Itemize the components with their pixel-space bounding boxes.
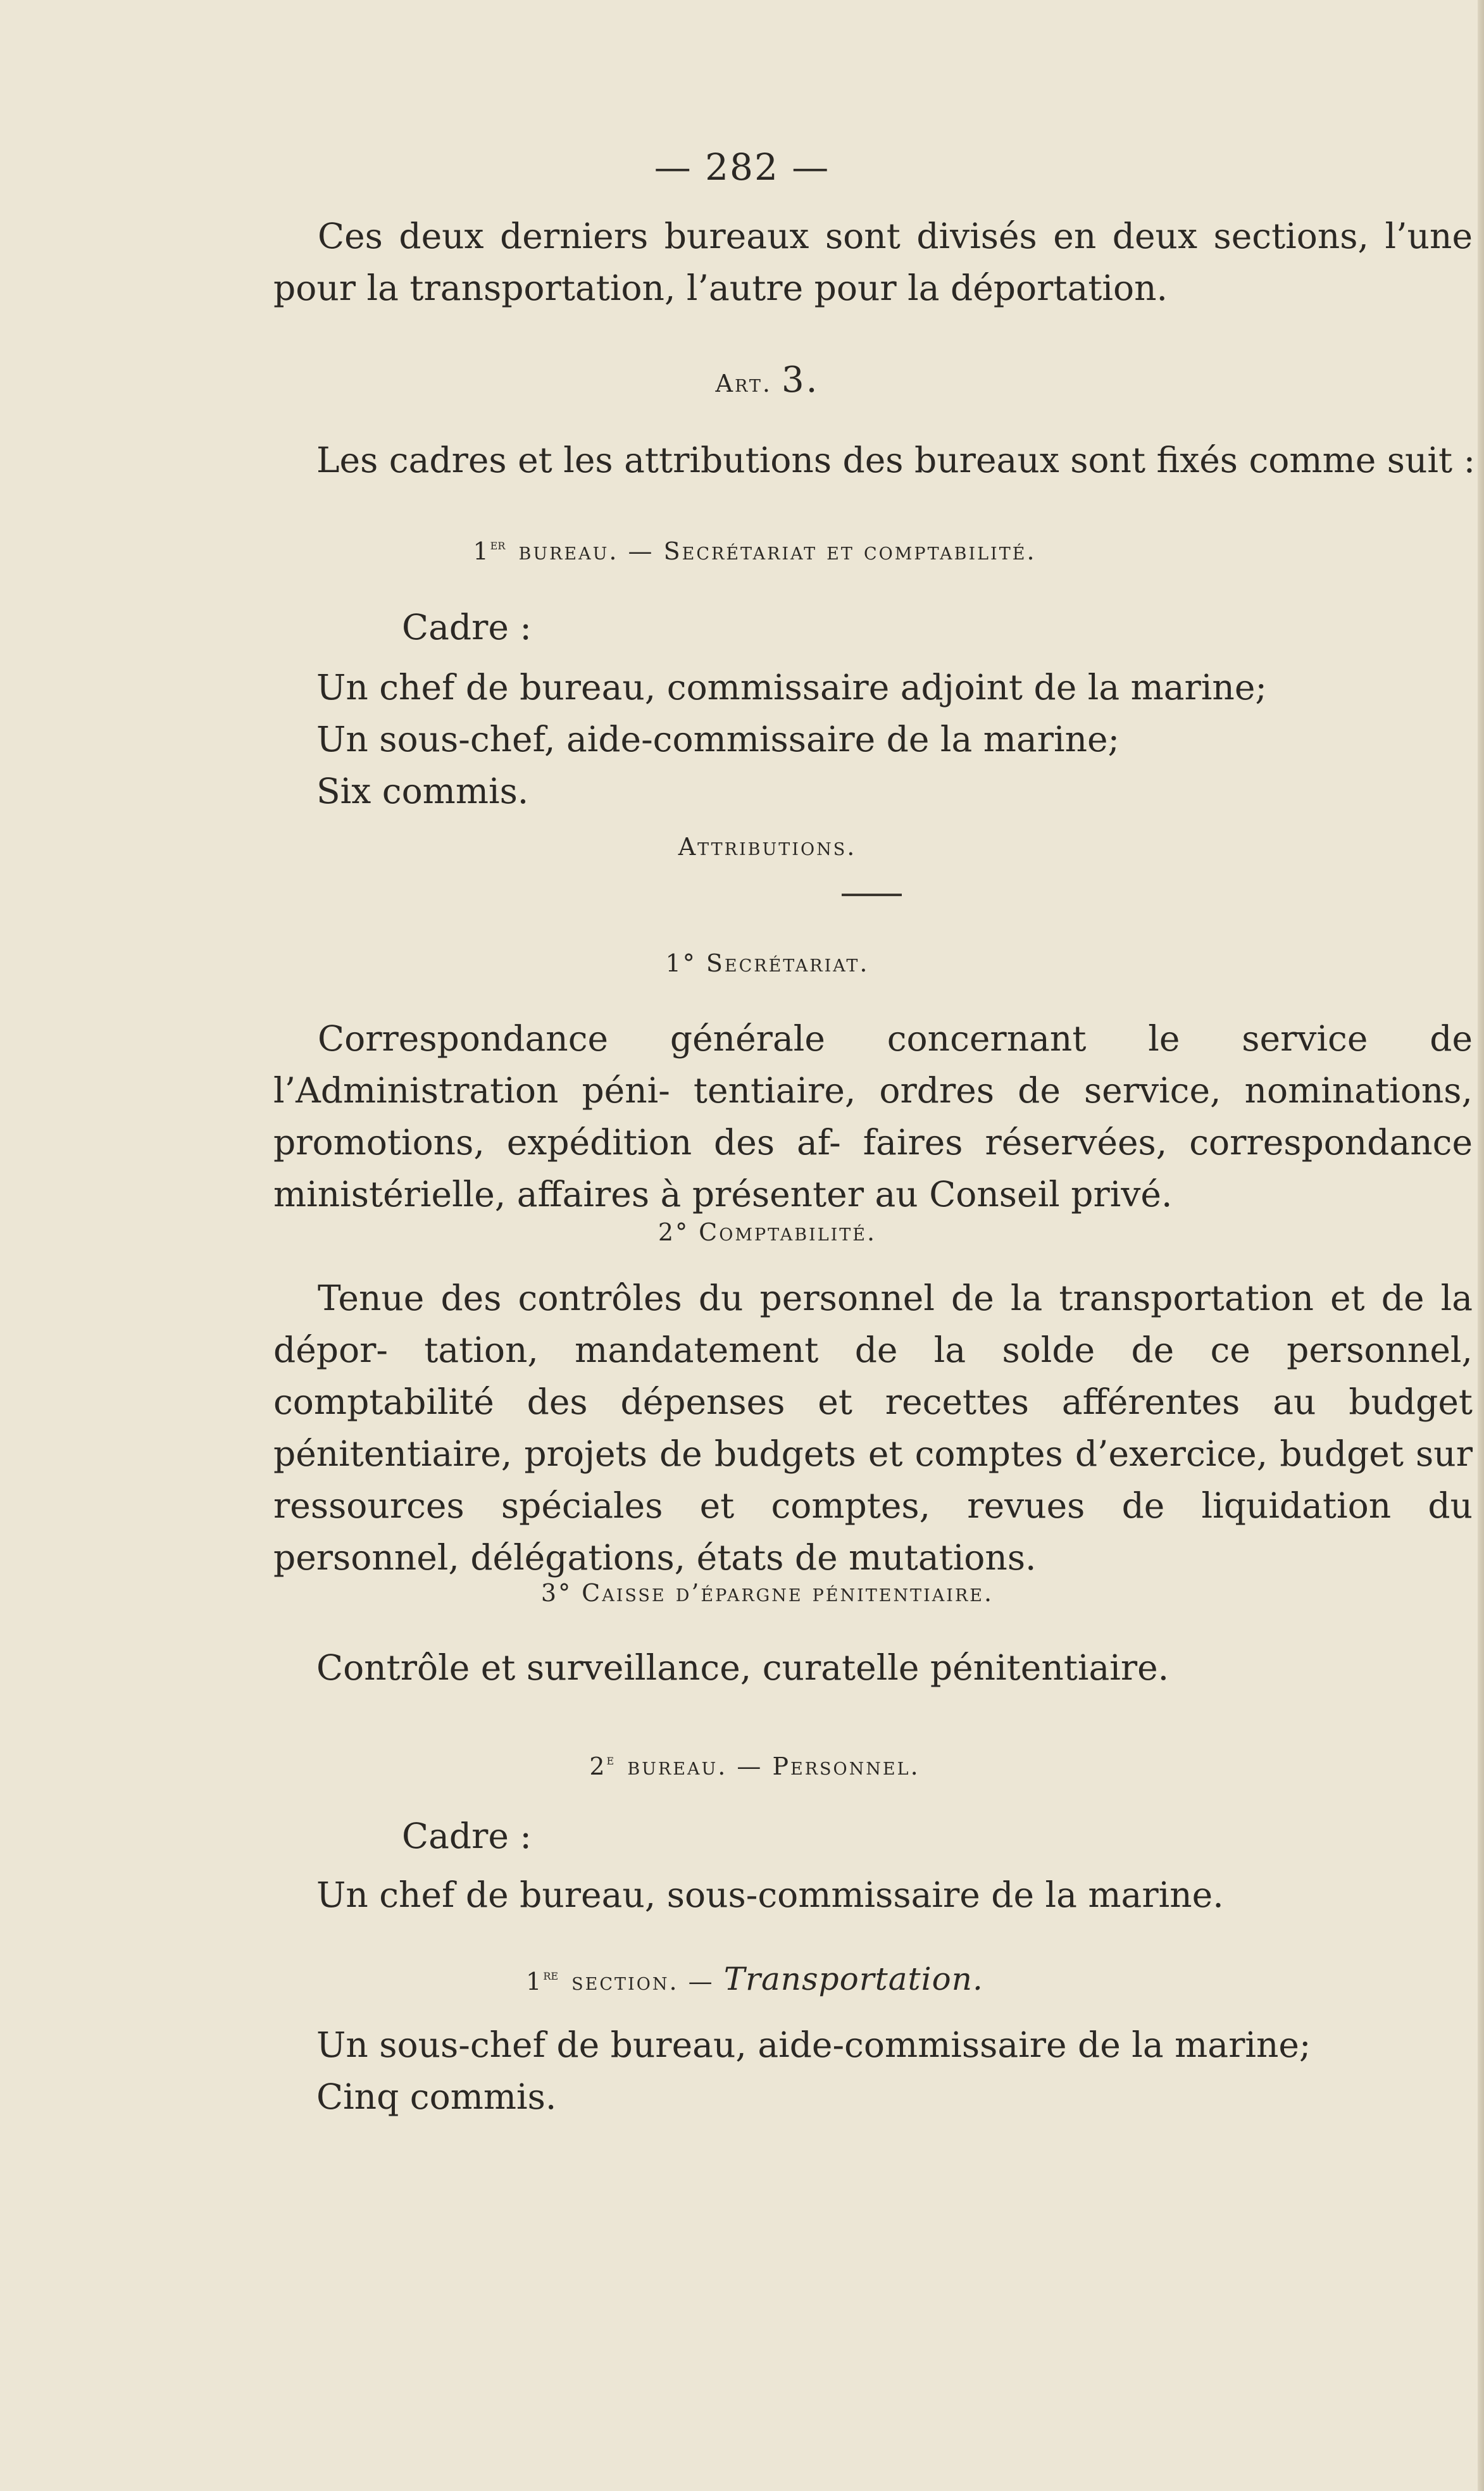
attributions-heading: Attributions. [678,833,857,861]
caisse-line: Contrôle et surveillance, curatelle pénitentiaire. [316,1647,1169,1688]
bureau2-heading [13,1752,1484,1780]
paragraph-line: Tenue des contrôles du personnel de la transportation et de la dépor- [273,1278,1473,1370]
paragraph-line: tentiaire, ordres de service, nominations, promotions, expédition des af- [273,1070,1473,1163]
article-heading [25,359,1484,401]
section1-sup: re [543,1967,559,1984]
paragraph-line: tation, mandatement de la solde de ce personnel, comptabilité des dépenses [273,1330,1473,1422]
secretariat-paragraph [273,1013,1473,1220]
paragraph-line: du personnel, délégations, états de mutations. [273,1485,1473,1578]
section1-label: section. — [571,1968,714,1995]
section-title-secretariat: 1° Secrétariat. [665,949,870,977]
separator-rule [842,894,902,896]
comptabilite-paragraph [273,1272,1473,1583]
paragraph-line: et recettes afférentes au budget pénitentiaire, projets de budgets et comptes [273,1382,1473,1474]
bureau1-heading-text: bureau. — Secrétariat et comptabilité. [518,537,1037,565]
article-label: Art. [715,370,772,397]
bureau1-cadre-item: Un sous-chef, aide-commissaire de la marine; [316,719,1120,759]
article-intro: Les cadres et les attributions des bureaux sont fixés comme suit : [316,440,1476,480]
article-number: 3. [782,359,820,401]
paragraph-line: d’exercice, budget sur ressources spéciales et comptes, revues de liquidation [273,1433,1473,1526]
section-title-caisse: 3° Caisse d’épargne pénitentiaire. [540,1579,994,1607]
intro-line: Ces deux derniers bureaux sont divisés en deux sections, l’une pour la [273,216,1473,308]
bureau1-heading [13,537,1484,565]
bureau1-heading-num: 1 [473,537,490,565]
bureau1-heading-sup: er [490,537,506,553]
bureau2-heading-sup: e [606,1752,614,1768]
bureau2-heading-text: bureau. — Personnel. [627,1752,920,1780]
paragraph-line: privé. [1071,1174,1173,1214]
bureau2-heading-num: 2 [589,1752,607,1780]
bureau1-cadre-item: Un chef de bureau, commissaire adjoint de la marine; [316,667,1267,708]
bureau2-cadre-label: Cadre : [402,1816,532,1856]
bureau1-cadre-item: Six commis. [316,771,529,811]
intro-line: transportation, l’autre pour la déportation. [409,268,1168,308]
bureau2-cadre-item: Un chef de bureau, sous-commissaire de la marine. [316,1875,1224,1915]
bureau2-section1-heading [13,1961,1484,1997]
section-title-comptabilite: 2° Comptabilité. [658,1218,877,1246]
intro-paragraph [273,210,1473,314]
page-number: — 282 — [654,146,830,189]
bureau1-cadre-label: Cadre : [402,607,532,647]
section1-title: Transportation. [723,1961,983,1997]
section1-num: 1 [526,1968,544,1995]
paragraph-line: faires réservées, correspondance ministérielle, affaires à présenter au Conseil [273,1122,1473,1214]
section1-item: Un sous-chef de bureau, aide-commissaire de la marine; [316,2025,1311,2065]
section1-item: Cinq commis. [316,2076,557,2117]
paragraph-line: Correspondance générale concernant le service de l’Administration péni- [273,1018,1473,1111]
